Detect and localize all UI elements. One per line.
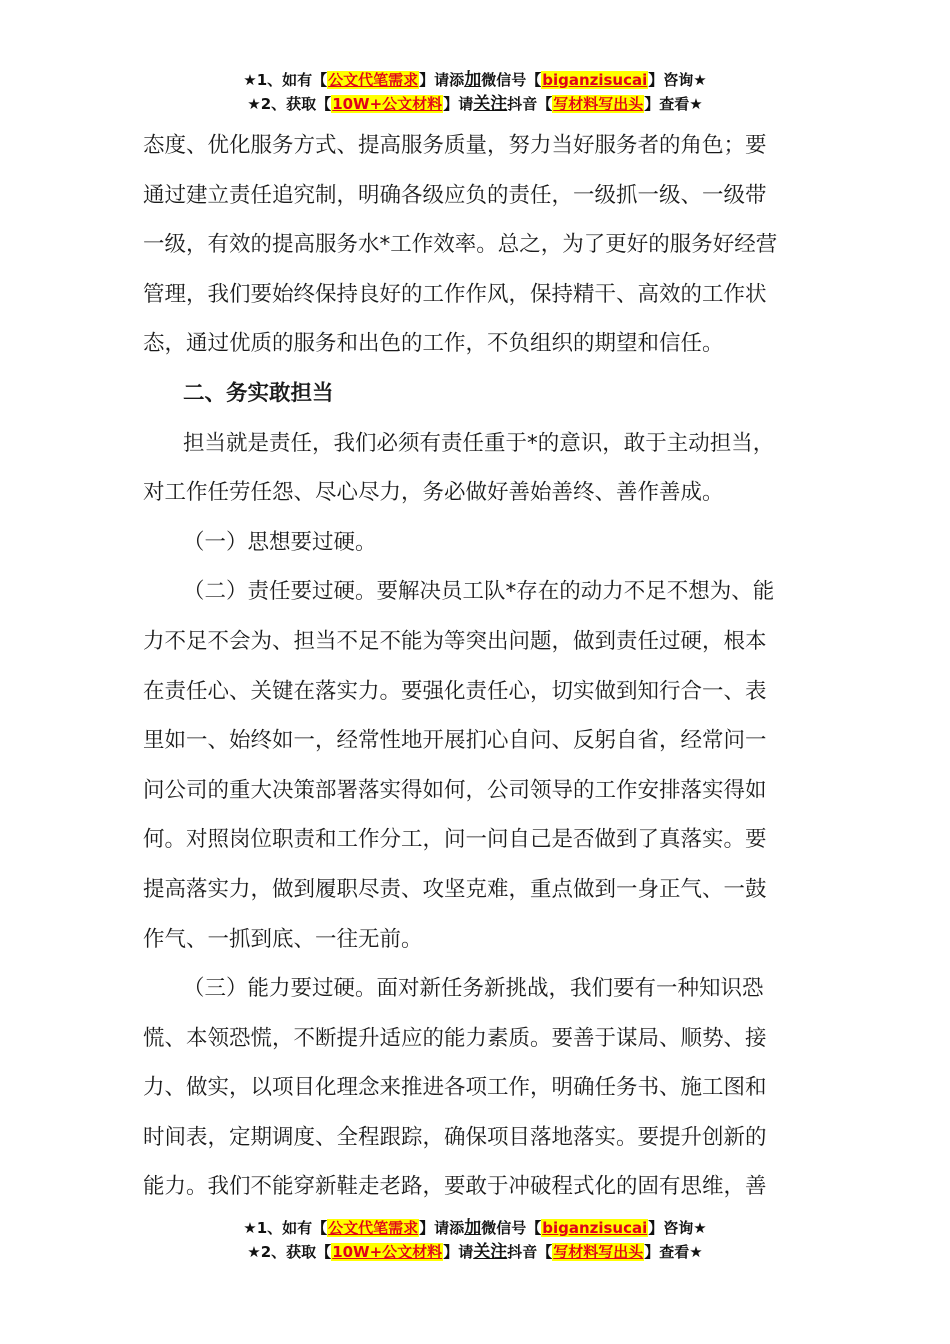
banner-line-2: [0, 1240, 950, 1264]
banner-line-1: [0, 68, 950, 92]
heading-text: 二、务实敢担当: [183, 380, 334, 406]
text-line: （二）责任要过硬。要解决员工队*存在的动力不足不想为、能: [183, 579, 775, 605]
text-line: 通过建立责任追究制，明确各级应负的责任，一级抓一级、一级带: [143, 182, 767, 208]
footer-banner: [0, 1216, 950, 1264]
banner-highlight-materials[interactable]: 10W+公文材料: [332, 1243, 443, 1261]
banner-text: ★1、如有【: [243, 71, 328, 89]
text-line: 能力。我们不能穿新鞋走老路，要敢于冲破程式化的固有思维，善: [143, 1174, 767, 1200]
text-line: 态度、优化服务方式、提高服务质量，努力当好服务者的角色；要: [143, 133, 767, 158]
banner-text: 抖音【: [507, 95, 553, 113]
text-line: 提高落实力，做到履职尽责、攻坚克难，重点做到一身正气、一鼓: [143, 876, 767, 902]
banner-highlight-service[interactable]: 公文代笔需求: [328, 1219, 419, 1237]
banner-text: 】请: [443, 95, 474, 113]
banner-highlight-douyin[interactable]: 写材料写出头: [553, 95, 644, 113]
banner-line-1: [0, 1216, 950, 1240]
banner-text: 微信号【: [481, 71, 542, 89]
paragraph-2: [143, 419, 808, 518]
text-line: 管理，我们要始终保持良好的工作作风，保持精干、高效的工作状: [143, 281, 767, 307]
banner-highlight-douyin[interactable]: 写材料写出头: [553, 1243, 644, 1261]
banner-text: ★1、如有【: [243, 1219, 328, 1237]
header-banner: [0, 68, 950, 116]
banner-highlight-materials[interactable]: 10W+公文材料: [332, 95, 443, 113]
text-line: 对工作任劳任怨、尽心尽力，务必做好善始善终、善作善成。: [143, 480, 724, 506]
text-line: 态，通过优质的服务和出色的工作，不负组织的期望和信任。: [143, 331, 724, 357]
banner-text: 】查看★: [644, 95, 703, 113]
banner-text: 微信号【: [481, 1219, 542, 1237]
banner-highlight-service[interactable]: 公文代笔需求: [328, 71, 419, 89]
banner-highlight-wechat[interactable]: biganzisucai: [542, 1219, 648, 1237]
section-heading: [143, 369, 808, 419]
banner-text: 】请添: [419, 1219, 465, 1237]
text-line: 问公司的重大决策部署落实得如何，公司领导的工作安排落实得如: [143, 777, 767, 803]
text-line: 在责任心、关键在落实力。要强化责任心，切实做到知行合一、表: [143, 678, 767, 704]
text-line: 力不足不会为、担当不足不能为等突出问题，做到责任过硬，根本: [143, 628, 767, 654]
banner-text: 】咨询★: [648, 71, 707, 89]
text-line: 里如一、始终如一，经常性地开展扪心自问、反躬自省，经常问一: [143, 728, 767, 754]
text-line: （一）思想要过硬。: [183, 529, 377, 555]
banner-text: 抖音【: [507, 1243, 553, 1261]
item-2: [143, 567, 808, 964]
text-line: （三）能力要过硬。面对新任务新挑战，我们要有一种知识恐: [183, 976, 764, 1002]
banner-emphasis: 关注: [473, 94, 508, 114]
text-line: 慌、本领恐慌，不断提升适应的能力素质。要善于谋局、顺势、接: [143, 1025, 767, 1051]
item-1: [143, 518, 808, 568]
text-line: 作气、一抓到底、一往无前。: [143, 926, 423, 952]
text-line: 担当就是责任，我们必须有责任重于*的意识，敢于主动担当，: [183, 430, 775, 456]
paragraph-1: [143, 121, 808, 369]
banner-emphasis: 加: [464, 70, 482, 90]
text-line: 何。对照岗位职责和工作分工，问一问自己是否做到了真落实。要: [143, 827, 767, 853]
banner-text: ★2、获取【: [247, 1243, 332, 1261]
banner-text: ★2、获取【: [247, 95, 332, 113]
text-line: 时间表，定期调度、全程跟踪，确保项目落地落实。要提升创新的: [143, 1124, 767, 1150]
banner-highlight-wechat[interactable]: biganzisucai: [542, 71, 648, 89]
text-line: 一级，有效的提高服务水*工作效率。总之，为了更好的服务好经营: [143, 232, 778, 258]
banner-emphasis: 关注: [473, 1242, 508, 1262]
banner-text: 】请添: [419, 71, 465, 89]
banner-line-2: [0, 92, 950, 116]
banner-text: 】查看★: [644, 1243, 703, 1261]
banner-text: 】请: [443, 1243, 474, 1261]
banner-emphasis: 加: [464, 1218, 482, 1238]
text-line: 力、做实，以项目化理念来推进各项工作，明确任务书、施工图和: [143, 1075, 767, 1101]
banner-text: 】咨询★: [648, 1219, 707, 1237]
item-3: [143, 964, 808, 1212]
document-body: [143, 121, 808, 1212]
